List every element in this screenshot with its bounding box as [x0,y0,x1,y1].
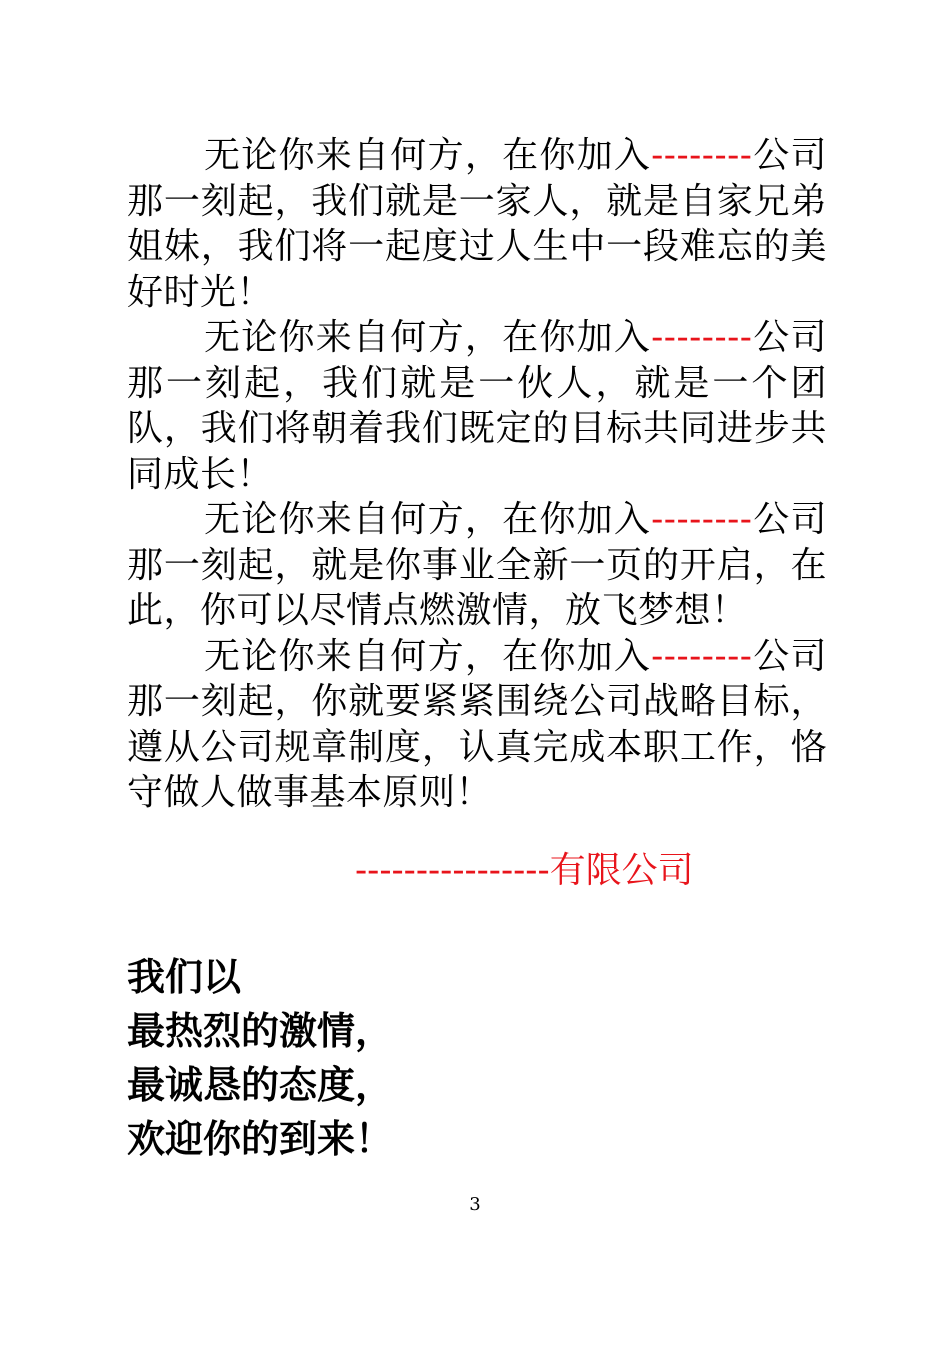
body-text [127,133,827,816]
welcome-line-2: 最热烈的激情， [127,1009,394,1053]
welcome-message [127,950,393,1166]
paragraph-3-rest: 公司那一刻起，就是你事业全新一页的开启，在此，你可以尽情点燃激情，放飞梦想！ [127,499,827,631]
paragraph-1-blank: -------- [651,135,753,176]
paragraph-2-lead: 无论你来自何方，在你加入 [204,317,652,358]
paragraph-2-blank: -------- [651,317,753,358]
welcome-line-3: 最诚恳的态度， [127,1063,394,1107]
paragraph-3-blank: -------- [651,499,753,540]
page-number: 3 [469,1194,481,1215]
paragraph-4-lead: 无论你来自何方，在你加入 [204,635,652,677]
paragraph-2-rest: 公司那一刻起，我们就是一伙人，就是一个团队，我们将朝着我们既定的目标共同进步共同成长！ [127,317,827,495]
paragraph-1-rest: 公司那一刻起，我们就是一家人，就是自家兄弟姐妹，我们将一起度过人生中一段难忘的美好时光！ [127,135,827,313]
paragraph-1 [127,133,827,315]
welcome-line-1: 我们以 [127,955,242,999]
welcome-line-4: 欢迎你的到来！ [127,1117,394,1161]
paragraph-4-rest: 公司那一刻起，你就要紧紧围绕公司战略目标，遵从公司规章制度，认真完成本职工作，恪守做人做事基本原则！ [127,635,827,813]
paragraph-2 [127,315,827,497]
paragraph-3-lead: 无论你来自何方，在你加入 [204,499,652,540]
paragraph-3 [127,497,827,634]
paragraph-1-lead: 无论你来自何方，在你加入 [204,135,652,176]
paragraph-4 [127,634,827,816]
paragraph-4-blank: -------- [651,635,753,677]
company-signature: ----------------有限公司 [355,850,694,891]
